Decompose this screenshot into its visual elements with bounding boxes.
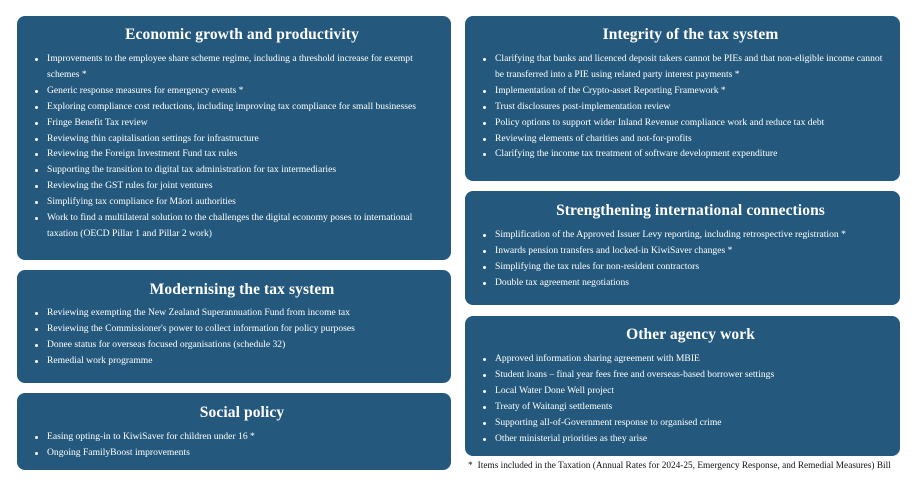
list-item: Simplifying the tax rules for non-resident contractors xyxy=(495,259,886,275)
footnote-text: Items included in the Taxation (Annual Rates for 2024-25, Emergency Response, and Remedial Measures) Bill xyxy=(477,461,891,471)
list-item: Simplification of the Approved Issuer Levy reporting, including retrospective registration * xyxy=(495,227,886,243)
list-item: Fringe Benefit Tax review xyxy=(47,115,437,131)
list-item: Treaty of Waitangi settlements xyxy=(495,399,886,415)
other-agency-list xyxy=(495,351,886,446)
list-item: Exploring compliance cost reductions, including improving tax compliance for small businesses xyxy=(47,99,437,115)
list-item: Reviewing the Foreign Investment Fund tax rules xyxy=(47,146,437,162)
list-item: Approved information sharing agreement with MBIE xyxy=(495,351,886,367)
international-connections-title: Strengthening international connections xyxy=(556,202,825,219)
international-connections-card xyxy=(465,191,900,305)
list-item: Reviewing thin capitalisation settings for infrastructure xyxy=(47,131,437,147)
list-item: Ongoing FamilyBoost improvements xyxy=(47,445,437,461)
list-item: Reviewing exempting the New Zealand Superannuation Fund from income tax xyxy=(47,305,437,321)
list-item: Supporting all-of-Government response to organised crime xyxy=(495,415,886,431)
modernising-tax-list xyxy=(47,305,437,369)
integrity-title: Integrity of the tax system xyxy=(602,26,779,43)
list-item: Supporting the transition to digital tax administration for tax intermediaries xyxy=(47,162,437,178)
list-item: Clarifying that banks and licenced deposit takers cannot be PIEs and that non-eligible income cannot be transferred into a PIE using related party interest payments * xyxy=(495,51,886,83)
list-item: Policy options to support wider Inland Revenue compliance work and reduce tax debt xyxy=(495,115,886,131)
list-item: Donee status for overseas focused organisations (schedule 32) xyxy=(47,337,437,353)
economic-growth-list xyxy=(47,51,437,242)
list-item: Other ministerial priorities as they arise xyxy=(495,431,886,447)
list-item: Work to find a multilateral solution to the challenges the digital economy poses to international taxation (OECD Pillar 1 and Pillar 2 work) xyxy=(47,210,437,242)
list-item: Double tax agreement negotiations xyxy=(495,275,886,291)
list-item: Local Water Done Well project xyxy=(495,383,886,399)
list-item: Easing opting-in to KiwiSaver for children under 16 * xyxy=(47,429,437,445)
list-item: Reviewing the GST rules for joint ventures xyxy=(47,178,437,194)
footnote xyxy=(468,461,913,471)
list-item: Reviewing elements of charities and not-for-profits xyxy=(495,131,886,147)
social-policy-title: Social policy xyxy=(199,404,285,421)
economic-growth-title: Economic growth and productivity xyxy=(125,26,359,43)
integrity-card xyxy=(465,16,900,181)
modernising-tax-title: Modernising the tax system xyxy=(149,281,335,298)
list-item: Reviewing the Commissioner's power to collect information for policy purposes xyxy=(47,321,437,337)
list-item: Student loans – final year fees free and overseas-based borrower settings xyxy=(495,367,886,383)
other-agency-title: Other agency work xyxy=(626,326,755,343)
other-agency-card xyxy=(465,316,900,456)
social-policy-list xyxy=(47,429,437,461)
list-item: Implementation of the Crypto-asset Reporting Framework * xyxy=(495,83,886,99)
list-item: Inwards pension transfers and locked-in KiwiSaver changes * xyxy=(495,243,886,259)
economic-growth-card xyxy=(17,16,451,260)
integrity-list xyxy=(495,51,886,162)
list-item: Simplifying tax compliance for Māori authorities xyxy=(47,194,437,210)
list-item: Remedial work programme xyxy=(47,353,437,369)
list-item: Trust disclosures post-implementation review xyxy=(495,99,886,115)
social-policy-card xyxy=(17,393,451,470)
footnote-marker: * xyxy=(468,461,473,471)
list-item: Improvements to the employee share scheme regime, including a threshold increase for exempt schemes * xyxy=(47,51,437,83)
international-connections-list xyxy=(495,227,886,291)
list-item: Clarifying the income tax treatment of software development expenditure xyxy=(495,146,886,162)
modernising-tax-card xyxy=(17,270,451,383)
list-item: Generic response measures for emergency events * xyxy=(47,83,437,99)
